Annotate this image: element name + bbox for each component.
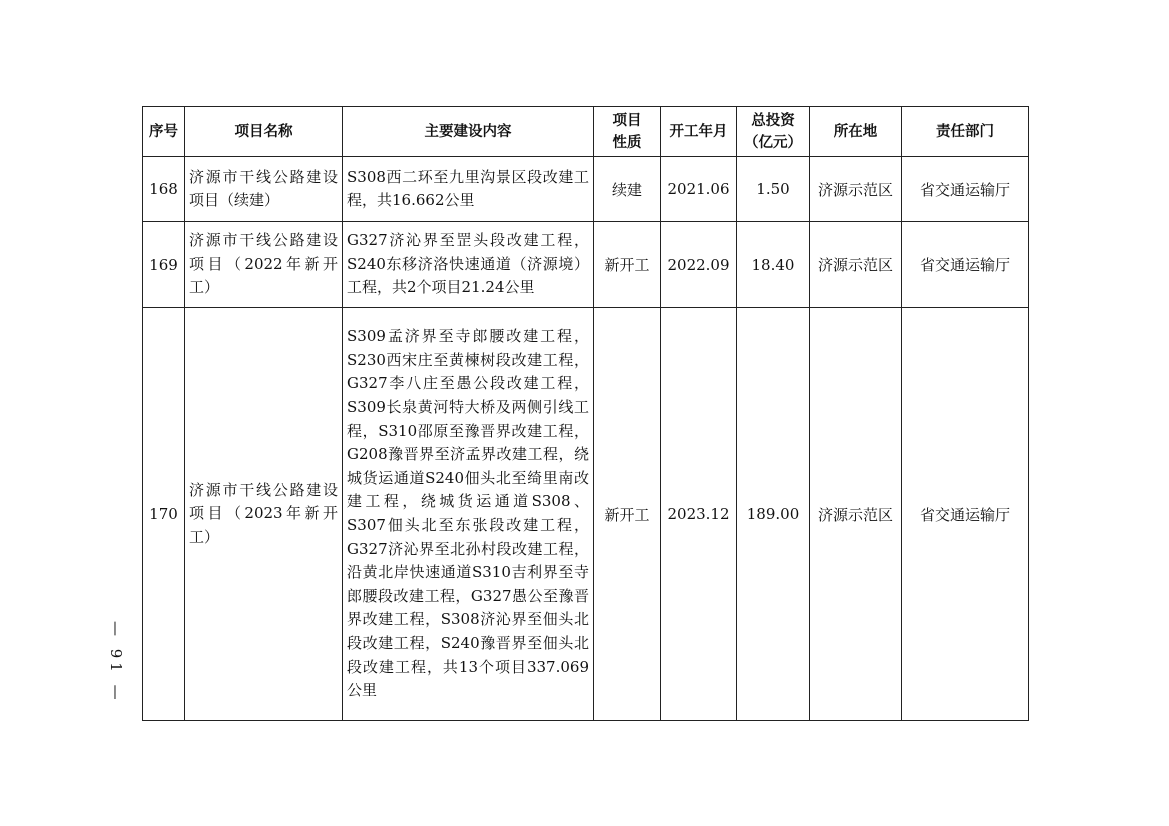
cell-content: S308西二环至九里沟景区段改建工程，共16.662公里	[343, 157, 594, 222]
cell-dept: 省交通运输厅	[902, 308, 1029, 721]
cell-nature: 续建	[594, 157, 661, 222]
header-invest: 总投资 （亿元）	[737, 107, 810, 157]
cell-invest: 1.50	[737, 157, 810, 222]
cell-start: 2021.06	[661, 157, 737, 222]
cell-location: 济源示范区	[810, 157, 902, 222]
cell-seq: 169	[143, 222, 185, 308]
cell-content: S309孟济界至寺郎腰改建工程，S230西宋庄至黄楝树段改建工程，G327李八庄至愚公段改建工程，S309长泉黄河特大桥及两侧引线工程，S310邵原至豫晋界改建工程，G208豫晋界至济孟界改建工程，绕城货运通道S240佃头北至绮里南改建工程，绕城货运通道S308、S307佃头北至东张段改建工程，G327济沁界至北孙村段改建工程，沿黄北岸快速通道S310吉利界至寺郎腰段改建工程，G327愚公至豫晋界改建工程，S308济沁界至佃头北段改建工程，S240豫晋界至佃头北段改建工程，共13个项目337.069公里	[343, 308, 594, 721]
header-seq: 序号	[143, 107, 185, 157]
cell-content: G327济沁界至罡头段改建工程，S240东移济洛快速通道（济源境）工程，共2个项目21.24公里	[343, 222, 594, 308]
header-dept: 责任部门	[902, 107, 1029, 157]
cell-location: 济源示范区	[810, 222, 902, 308]
cell-name: 济源市干线公路建设项目（2022年新开工）	[185, 222, 343, 308]
cell-seq: 170	[143, 308, 185, 721]
cell-start: 2023.12	[661, 308, 737, 721]
table-row	[143, 308, 1029, 721]
table-row	[143, 222, 1029, 308]
cell-nature: 新开工	[594, 308, 661, 721]
cell-start: 2022.09	[661, 222, 737, 308]
cell-invest: 189.00	[737, 308, 810, 721]
cell-name: 济源市干线公路建设项目（2023年新开工）	[185, 308, 343, 721]
page-number: — 91 —	[107, 620, 125, 704]
header-start: 开工年月	[661, 107, 737, 157]
cell-nature: 新开工	[594, 222, 661, 308]
header-name: 项目名称	[185, 107, 343, 157]
project-table	[142, 106, 1029, 721]
table-row	[143, 157, 1029, 222]
cell-dept: 省交通运输厅	[902, 222, 1029, 308]
header-location: 所在地	[810, 107, 902, 157]
header-content: 主要建设内容	[343, 107, 594, 157]
cell-seq: 168	[143, 157, 185, 222]
table-header-row	[143, 107, 1029, 157]
cell-dept: 省交通运输厅	[902, 157, 1029, 222]
cell-location: 济源示范区	[810, 308, 902, 721]
header-nature: 项目 性质	[594, 107, 661, 157]
cell-invest: 18.40	[737, 222, 810, 308]
cell-name: 济源市干线公路建设项目（续建）	[185, 157, 343, 222]
